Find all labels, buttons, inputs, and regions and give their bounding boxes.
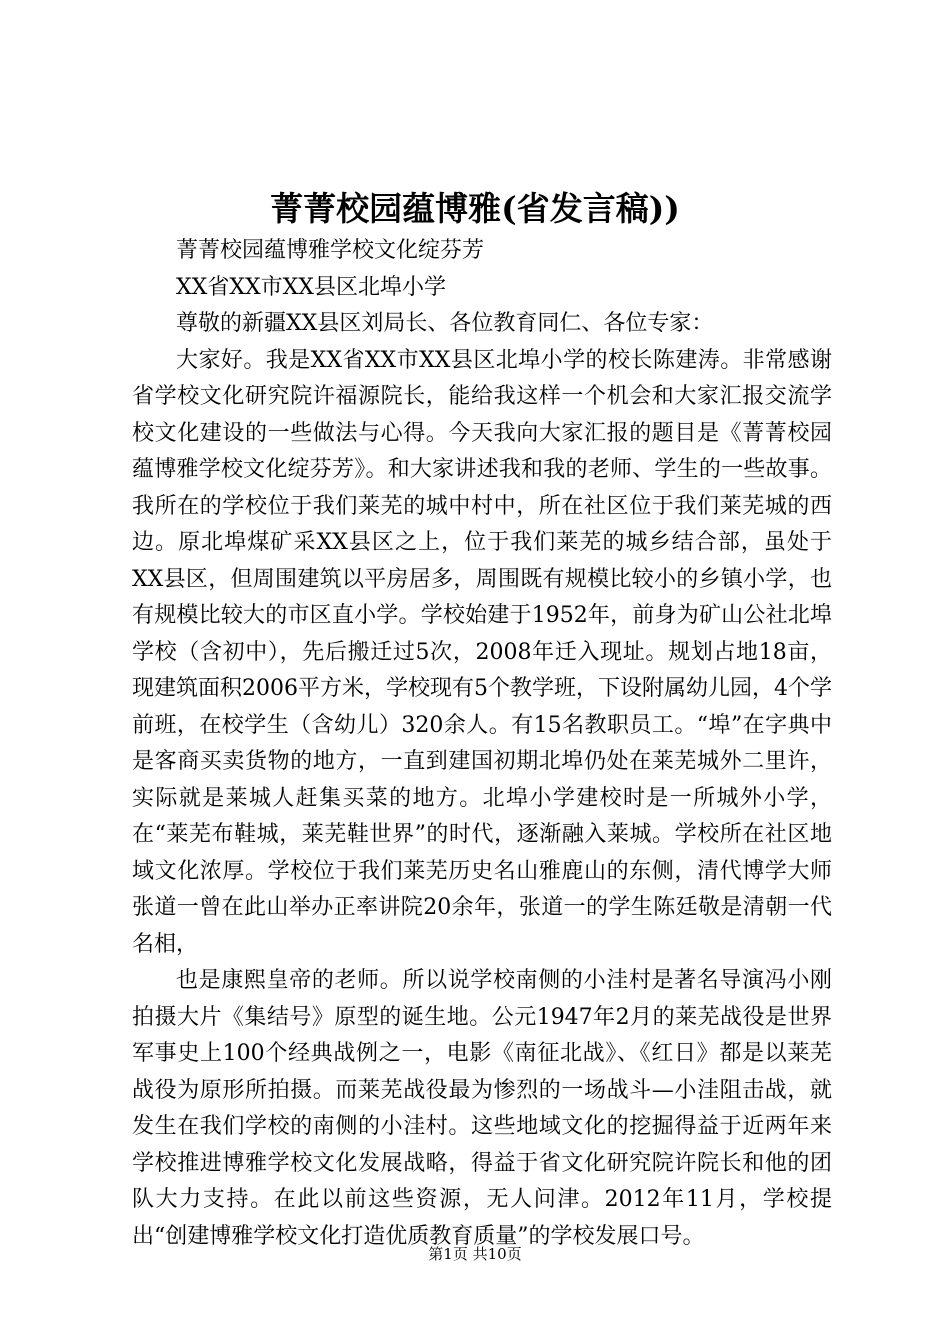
salutation: 尊敬的新疆XX县区刘局长、各位教育同仁、各位专家： [176,311,714,336]
page-number: 第1页 共10页 [428,1245,522,1263]
school-name: XX省XX市XX县区北埠小学 [176,274,446,300]
document-subtitle: 菁菁校园蕴博雅学校文化绽芬芳 [176,238,485,263]
body-paragraph: 大家好。我是XX省XX市XX县区北埠小学的校长陈建涛。非常感谢省学校文化研究院许福源院长，能给我这样一个机会和大家汇报交流学校文化建设的一些做法与心得。今天我向大家汇报的题目是《菁菁校园蕴博雅学校文化绽芬芳》。和大家讲述我和我的老师、学生的一些故事。我所在的学校位于我们莱芜的城中村中，所在社区位于我们莱芜城的西边。原北埠煤矿采XX县区之上，位于我们莱芜的城乡结合部，虽处于XX县区，但周围建筑以平房居多，周围既有规模比较小的乡镇小学，也有规模比较大的市区直小学。学校始建于1952年，前身为矿山公社北埠学校（含初中），先后搬迁过5次，2008年迁入现址。规划占地18亩，现建筑面积2006平方米，学校现有5个教学班，下设附属幼儿园，4个学前班，在校学生（含幼儿）320余人。有15名教职员工。“埠”在字典中是客商买卖货物的地方，一直到建国初期北埠仍处在莱芜城外二里许，实际就是莱城人赶集买菜的地方。北埠小学建校时是一所城外小学，在“莱芜布鞋城，莱芜鞋世界”的时代，逐渐融入莱城。学校所在社区地域文化浓厚。学校位于我们莱芜历史名山雅鹿山的东侧，清代博学大师张道一曾在此山举办正率讲院20余年，张道一的学生陈廷敬是清朝一代名相， [132,347,832,957]
document-body [132,233,832,1255]
body-paragraph: 也是康熙皇帝的老师。所以说学校南侧的小洼村是著名导演冯小刚拍摄大片《集结号》原型的诞生地。公元1947年2月的莱芜战役是世界军事史上100个经典战例之一，电影《南征北战》、《红日》都是以莱芜战役为原形所拍摄。而莱芜战役最为惨烈的一场战斗—小洼阻击战，就发生在我们学校的南侧的小洼村。这些地域文化的挖掘得益于近两年来学校推进博雅学校文化发展战略，得益于省文化研究院许院长和他的团队大力支持。在此以前这些资源，无人问津。2012年11月，学校提出“创建博雅学校文化打造优质教育质量”的学校发展口号。 [132,968,833,1249]
document-title: 菁菁校园蕴博雅(省发言稿)) [270,189,680,228]
